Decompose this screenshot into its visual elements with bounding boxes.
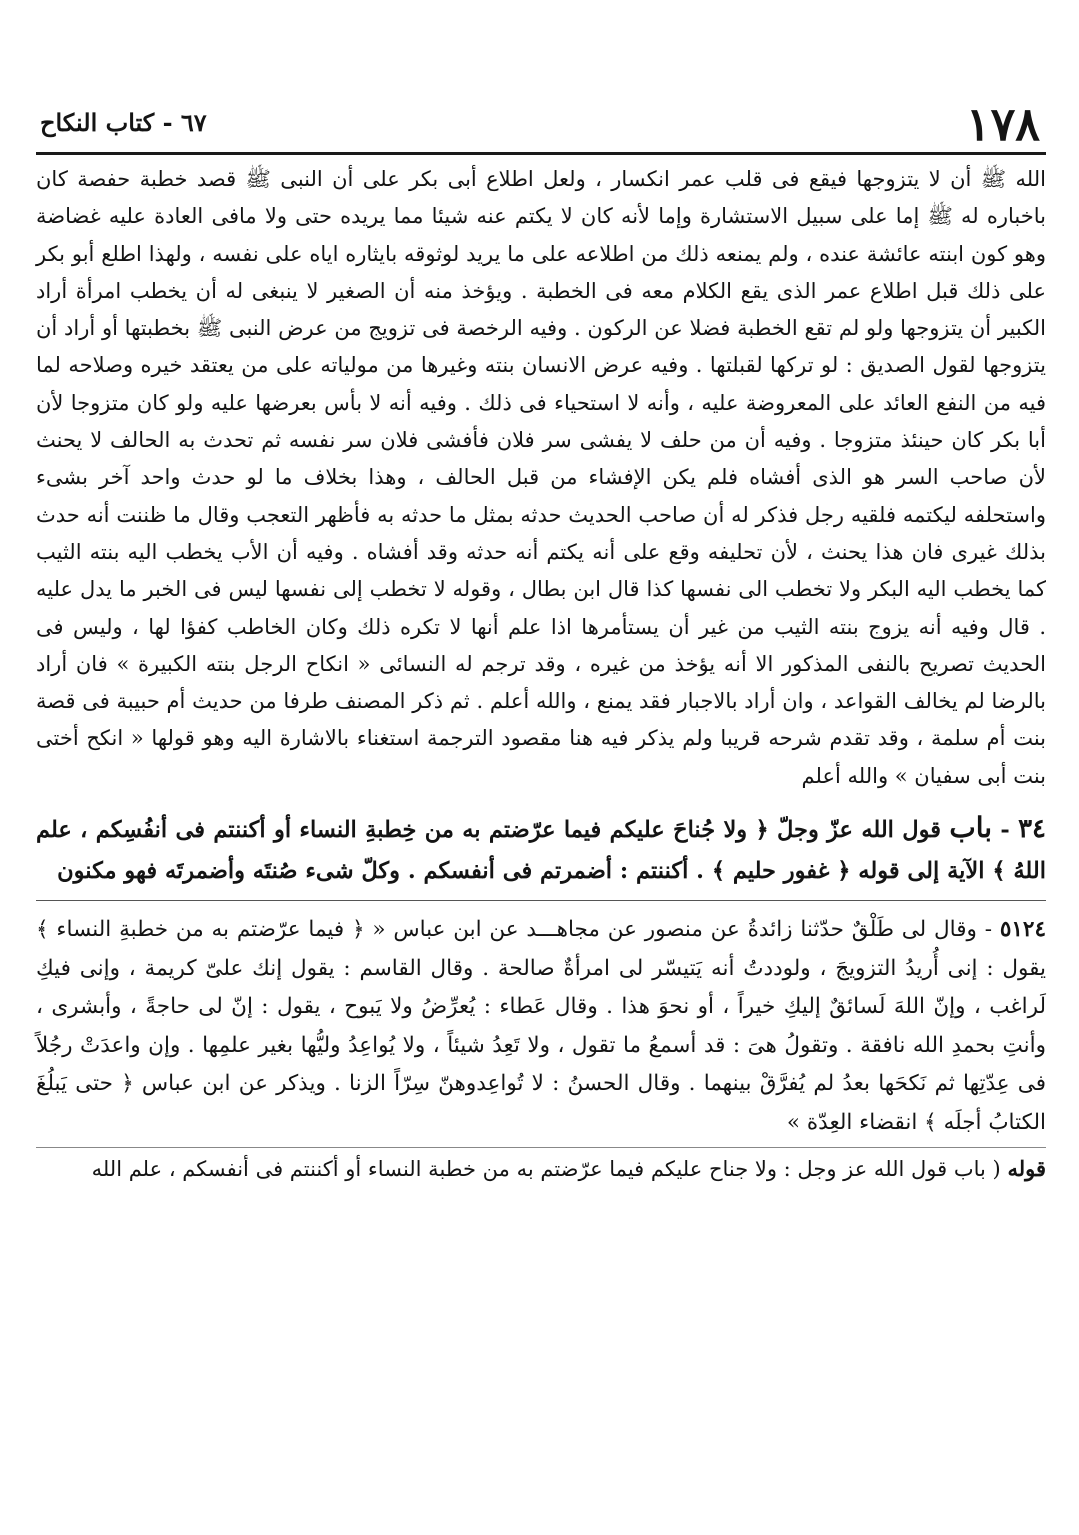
- hadith-text: وقال لى طَلْقٌ حدّثنا زائدةُ عن منصور عن مجاهـــد عن ابن عباس « ﴿ فيما عرّضتم به من خطبةِ النساء ﴾ يقول : إنى أُريدُ التزويجَ ، ولوددتُ أنه يَتيسّر لى امرأةٌ صالحة . وقال القاسم : يقول إنك علىّ كريمة ، وإنى فيكِ لَراغب ، وإنّ اللهَ لَسائقٌ إليكِ خيراً ، أو نحوَ هذا . وقال عَطاء : يُعرِّضُ ولا يَبوح ، يقول : إنّ لى حاجةً ، وأبشرى ، وأنتِ بحمدِ الله نافقة . وتقولُ هىَ : قد أسمعُ ما تقول ، ولا تَعِدُ شيئاً ، ولا يُواعِدُ وليُّها بغير علمِها . وإن واعدَتْ رجُلاً فى عِدّتِها ثم نَكحَها بعدُ لم يُفرَّقْ بينهما . وقال الحسنُ : لا تُواعِدوهنّ سِرّاً الزنا . ويذكر عن ابن عباس ﴿ حتى يَبلُغَ الكتابُ أجلَه ﴾ انقضاء العِدّة »: [36, 917, 1046, 1136]
- chapter-number: ٣٤: [1018, 814, 1046, 845]
- section-divider: [36, 900, 1046, 901]
- next-commentary-text: ( باب قول الله عز وجل : ولا جناح عليكم فيما عرّضتم به من خطبة النساء أو أكننتم فى أنفسكم ، علم الله: [91, 1156, 1001, 1181]
- chapter-bab-word: باب: [949, 811, 993, 845]
- qawluhu-word: قوله: [1007, 1155, 1046, 1181]
- hadith-dash: -: [984, 917, 992, 943]
- running-head: ٦٧ - كتاب النكاح: [40, 108, 207, 137]
- chapter-dash: -: [1000, 817, 1010, 844]
- hadith-paragraph: [36, 911, 1046, 1143]
- chapter-heading: [36, 807, 1046, 892]
- next-commentary: [36, 1147, 1046, 1186]
- page-number: ١٧٨: [965, 97, 1040, 151]
- commentary-paragraph: الله ﷺ أن لا يتزوجها فيقع فى قلب عمر انكسار ، ولعل اطلاع أبى بكر على أن النبى ﷺ قصد خطبة حفصة كان باخباره له ﷺ إما على سبيل الاستشارة وإما لأنه كان لا يكتم عنه شيئا مما يريده حتى ولا مافى العادة عليه غضاضة وهو كون ابنته عائشة عنده ، ولم يمنعه ذلك من اطلاعه على ما يريد لوثوقه بايثاره اياه على نفسه ، ولهذا اطلع أبو بكر على ذلك قبل اطلاع عمر الذى يقع الكلام معه فى الخطبة . ويؤخذ منه أن الصغير لا ينبغى له أن يخطب امرأة أراد الكبير أن يتزوجها ولو لم تقع الخطبة فضلا عن الركون . وفيه الرخصة فى تزويج من عرض النبى ﷺ بخطبتها أو أراد أن يتزوجها لقول الصديق : لو تركها لقبلتها . وفيه عرض الانسان بنته وغيرها من مولياته على من يعتقد خيره وصلاحه لما فيه من النفع العائد على المعروضة عليه ، وأنه لا استحياء فى ذلك . وفيه أنه لا بأس بعرضها عليه ولو كان متزوجا لأن أبا بكر كان حينئذ متزوجا . وفيه أن من حلف لا يفشى سر فلان فأفشى فلان سر نفسه ثم تحدث به الحالف لا يحنث لأن صاحب السر هو الذى أفشاه فلم يكن الإفشاء من قبل الحالف ، وهذا بخلاف ما لو حدث واحد آخر بشىء واستحلفه ليكتمه فلقيه رجل فذكر له أن صاحب الحديث حدثه بمثل ما حدثه به فأظهر التعجب وقال ما ظننت أنه حدث بذلك غيرى فان هذا يحنث ، لأن تحليفه وقع على أنه يكتم أنه حدثه وقد أفشاه . وفيه أن الأب يخطب اليه بنته الثيب كما يخطب اليه البكر ولا تخطب الى نفسها كذا قال ابن بطال ، وقوله لا تخطب إلى نفسها ليس فى الخبر ما يدل عليه . قال وفيه أنه يزوج بنته الثيب من غير أن يستأمرها اذا علم أنها لا تكره ذلك وكان الخاطب كفؤا لها ، وليس فى الحديث تصريح بالنفى المذكور الا أنه يؤخذ من غيره ، وقد ترجم له النسائى « انكاح الرجل بنته الكبيرة » فان أراد بالرضا لم يخالف القواعد ، وان أراد بالاجبار فقد يمنع ، والله أعلم . ثم ذكر المصنف طرفا من حديث أم حبيبة فى قصة بنت أم سلمة ، وقد تقدم شرحه قريبا ولم يذكر فيه هنا مقصود الترجمة استغناء بالاشارة اليه وهو قولها « انكح أختى بنت أبى سفيان » والله أعلم: [36, 167, 1046, 788]
- chapter-title: قول الله عزّ وجلّ ﴿ ولا جُناحَ عليكم فيما عرّضتم به من خِطبةِ النساء أو أكننتم فى أنفُسِكم ، علم اللهُ ﴾ الآية إلى قوله ﴿ غفور حليم ﴾ . أكننتم : أضمرتم فى أنفسكم . وكلّ شىء صُنتَه وأضمرتَه فهو مكنون: [36, 817, 1046, 885]
- page-header: [36, 96, 1046, 155]
- document-page: [36, 96, 1046, 1186]
- hadith-number: ٥١٢٤: [999, 917, 1047, 943]
